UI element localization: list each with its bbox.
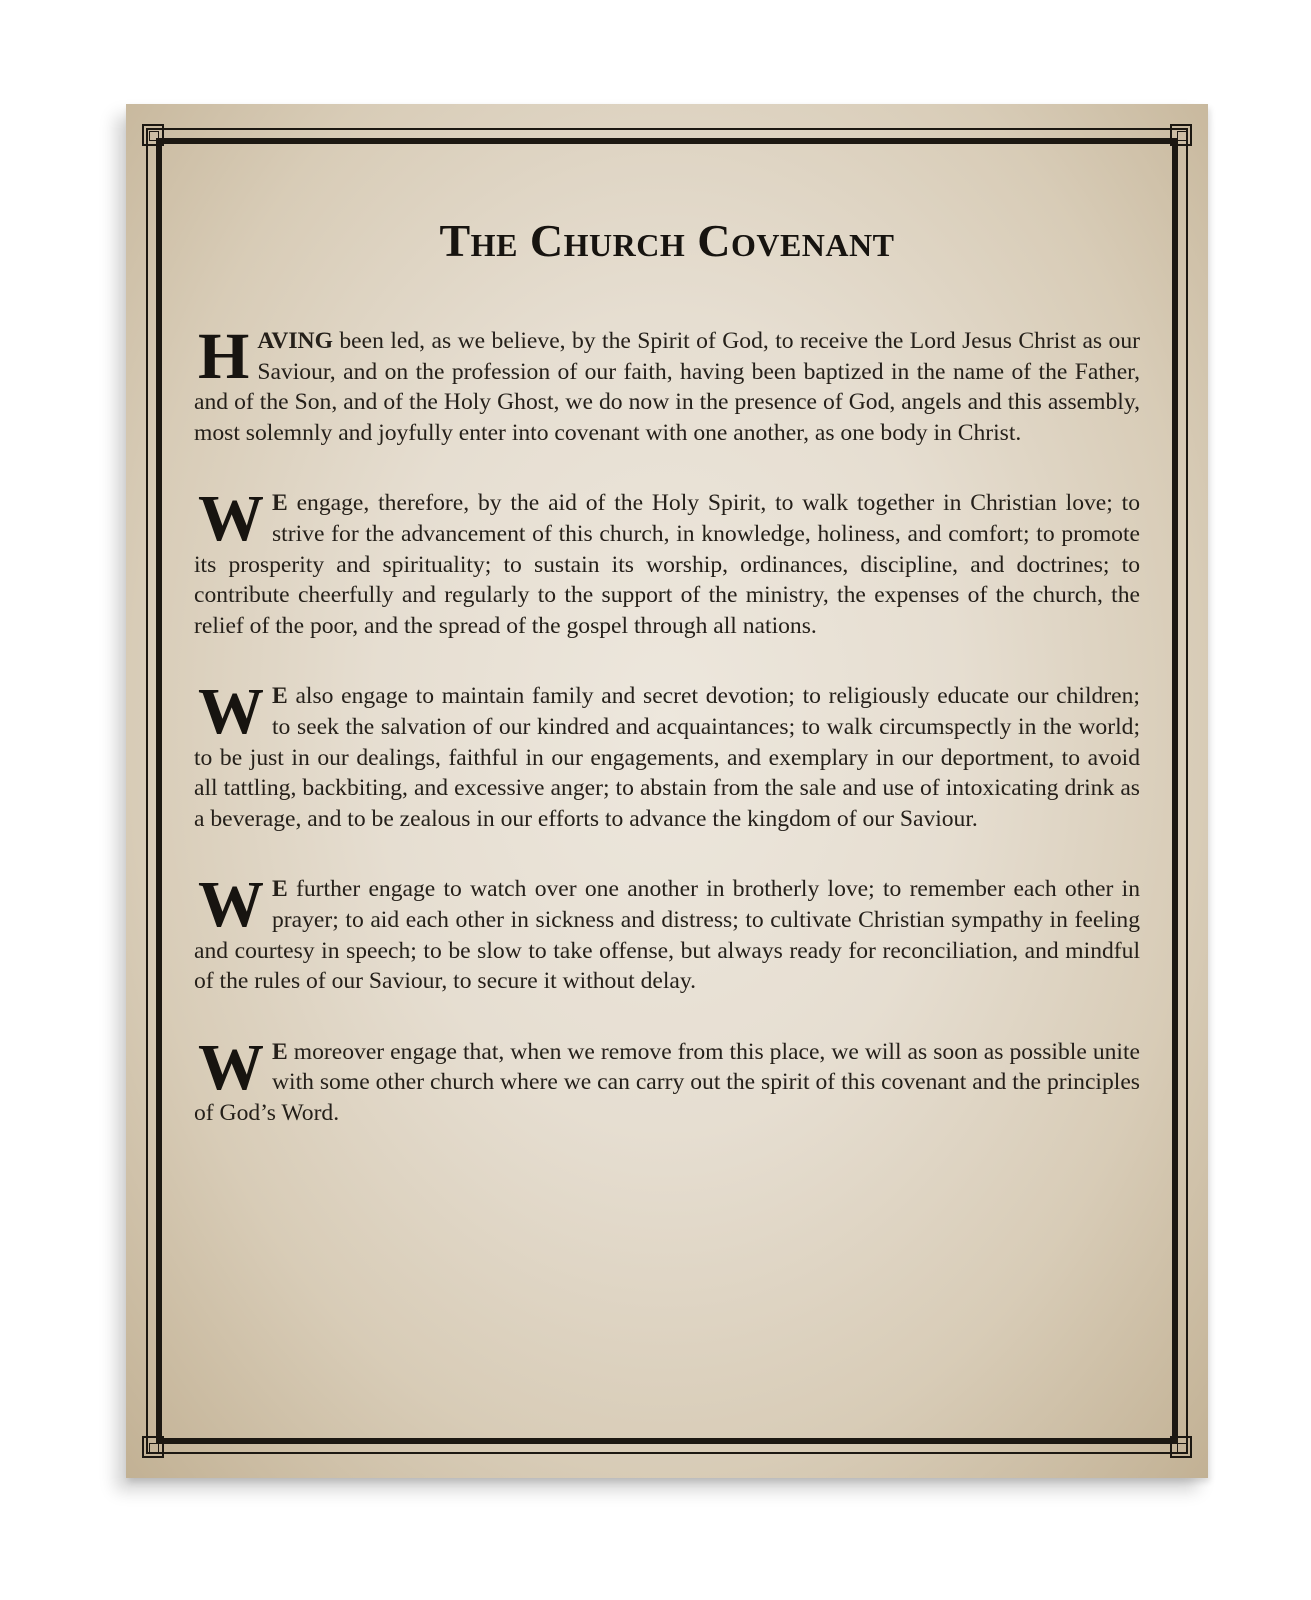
lead-word: E xyxy=(272,876,288,903)
corner-ornament-top-right xyxy=(1170,124,1192,146)
drop-cap: W xyxy=(198,1030,264,1104)
paragraph-1 xyxy=(194,320,1140,448)
covenant-poster xyxy=(126,104,1208,1478)
paragraph-text: engage, therefore, by the aid of the Holy Spirit, to walk together in Christian love; to strive for the advancement of this church, in knowledge, holiness, and comfort; to promote its prosperity and spirituality; to sustain its worship, ordinances, discipline, and doctrines; to contribute cheerfully and regularly to the support of the ministry, the expenses of the church, the relief of the poor, and the spread of the gospel through all nations. xyxy=(194,490,1140,639)
lead-word: E xyxy=(272,490,288,517)
covenant-body xyxy=(194,320,1140,1168)
corner-ornament-bottom-right xyxy=(1170,1436,1192,1458)
drop-cap: W xyxy=(198,868,264,942)
drop-cap: H xyxy=(198,320,250,393)
paragraph-text: further engage to watch over one another in brotherly love; to remember each other in prayer; to aid each other in sickness and distress; to cultivate Christian sympathy in feeling and courtesy in speech; to be slow to take offense, but always ready for reconciliation, and mindful of the rules of our Saviour, to secure it without delay. xyxy=(194,876,1140,995)
paragraph-text: moreover engage that, when we remove from this place, we will as soon as possible unite with some other church where we can carry out the spirit of this covenant and the principles of God’s Word. xyxy=(194,1038,1140,1126)
paragraph-text: been led, as we believe, by the Spirit of God, to receive the Lord Jesus Christ as our Saviour, and on the profession of our faith, having been baptized in the name of the Father, and of the Son, and of the Holy Ghost, we do now in the presence of God, angels and this assembly, most solemnly and joyfully enter into covenant with one another, as one body in Christ. xyxy=(194,328,1140,446)
paragraph-text: also engage to maintain family and secret devotion; to religiously educate our children; to seek the salvation of our kindred and acquaintances; to walk circumspectly in the world; to be just in our dealings, faithful in our engagements, and exemplary in our deportment, to avoid all tattling, backbiting, and excessive anger; to abstain from the sale and use of intoxicating drink as a beverage, and to be zealous in our efforts to advance the kingdom of our Saviour. xyxy=(194,683,1140,832)
paragraph-2 xyxy=(194,482,1140,641)
lead-word: E xyxy=(272,683,288,710)
corner-ornament-top-left xyxy=(142,124,164,146)
drop-cap: W xyxy=(198,675,264,749)
page-title: The Church Covenant xyxy=(439,215,895,266)
paragraph-5 xyxy=(194,1030,1140,1129)
paragraph-3 xyxy=(194,675,1140,834)
lead-word: E xyxy=(272,1038,288,1065)
corner-ornament-bottom-left xyxy=(142,1436,164,1458)
drop-cap: W xyxy=(198,482,264,556)
paragraph-4 xyxy=(194,868,1140,996)
lead-word: AVING xyxy=(257,328,333,354)
